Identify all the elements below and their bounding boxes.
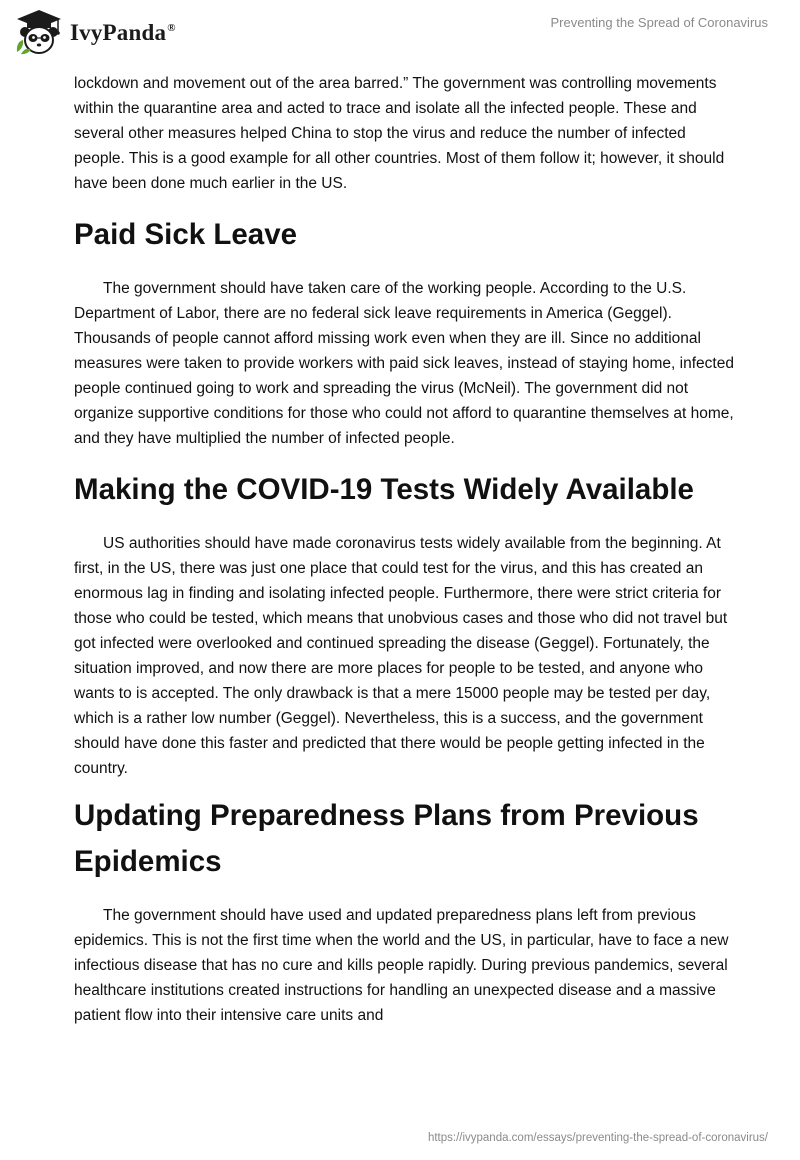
panda-graduate-icon [14, 8, 64, 56]
registered-mark: ® [167, 22, 176, 35]
section-paragraph-paid-sick-leave: The government should have taken care of the working people. According to the U.S. Department of Labor, there are no federal sick leave requirements in America (Geggel). Thousands of people cannot afford missing work even when they are ill. Since no additional measures were taken to provide workers with paid sick leaves, instead of staying home, infected people continued going to work and spreading the virus (McNeil). The government did not organize supportive conditions for those who could not afford to quarantine themselves at home, and they have multiplied the number of infected people. [74, 280, 734, 447]
source-url[interactable]: https://ivypanda.com/essays/preventing-the-spread-of-coronavirus/ [427, 1132, 768, 1144]
section-heading-covid-tests: Making the COVID-19 Tests Widely Available [74, 473, 694, 506]
page-header [0, 0, 800, 68]
section-heading-preparedness-plans: Updating Preparedness Plans from Previous Epidemics [74, 799, 699, 878]
intro-paragraph: lockdown and movement out of the area barred.” The government was controlling movements within the quarantine area and acted to trace and isolate all the infected people. These and several other measures helped China to stop the virus and reduce the number of infected people. This is a good example for all other countries. Most of them follow it; however, it should have been done much earlier in the US. [74, 75, 725, 192]
section-paragraph-covid-tests: US authorities should have made coronavirus tests widely available from the beginning. At first, in the US, there was just one place that could test for the virus, and this has created an enormous lag in finding and isolating infected people. Furthermore, there were strict criteria for those who could be tested, which means that unobvious cases and those who did not travel but got infected were overlooked and continued spreading the disease (Geggel). Fortunately, the situation improved, and now there are more places for people to be tested, and anyone who wants to is accepted. The only drawback is that a mere 15000 people may be tested per day, which is a rather low number (Geggel). Nevertheless, this is a success, and the government should have done this faster and predicted that there would be people getting infected in the country. [74, 535, 728, 777]
section-paragraph-preparedness-plans: The government should have used and updated preparedness plans left from previous epidemics. This is not the first time when the world and the US, in particular, have to face a new infectious disease that has no cure and kills people rapidly. During previous pandemics, several healthcare institutions created instructions for handling an unexpected disease and a massive patient flow into their intensive care units and [74, 907, 729, 1024]
brand-name: IvyPanda® [70, 20, 176, 45]
section-heading-paid-sick-leave: Paid Sick Leave [74, 218, 298, 251]
document-title: Preventing the Spread of Coronavirus [550, 15, 768, 30]
essay-body [74, 71, 734, 1028]
brand-logo[interactable] [14, 8, 176, 56]
